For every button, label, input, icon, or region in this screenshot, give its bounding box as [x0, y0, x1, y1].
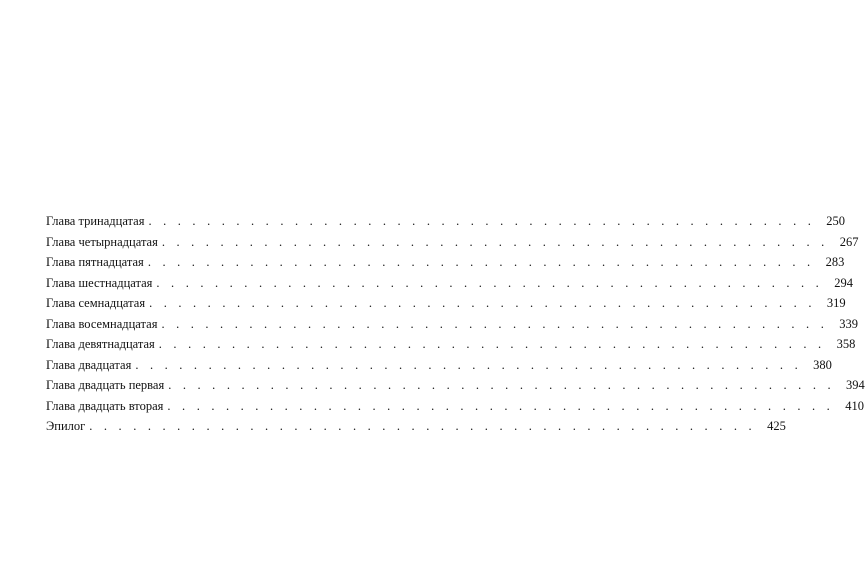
toc-entry-title: Глава девятнадцатая	[46, 337, 155, 351]
toc-entry-page-number: 250	[826, 214, 846, 228]
toc-entry-title: Глава пятнадцатая	[46, 255, 144, 269]
toc-leader-dots: . . . . . . . . . . . . . . . . . . . . . . . . . . . . . . . . . . . . . . . . . . . . . .	[135, 357, 802, 372]
toc-leader-dots: . . . . . . . . . . . . . . . . . . . . . . . . . . . . . . . . . . . . . . . . . . . . . .	[158, 337, 826, 351]
toc-entry-chapter-15	[46, 252, 845, 273]
toc-entry-title: Эпилог	[46, 419, 86, 433]
toc-entry-chapter-22	[46, 396, 864, 417]
toc-entry-chapter-13	[46, 211, 846, 232]
toc-entry-title: Глава двадцатая	[46, 357, 132, 372]
toc-entry-title: Глава двадцать вторая	[46, 398, 164, 413]
toc-entry-page-number: 410	[845, 398, 864, 413]
table-of-contents	[46, 211, 865, 437]
toc-entry-page-number: 339	[839, 316, 859, 331]
toc-entry-chapter-14	[46, 232, 859, 253]
toc-leader-dots: . . . . . . . . . . . . . . . . . . . . . . . . . . . . . . . . . . . . . . . . . . . . . .	[168, 378, 835, 392]
toc-leader-dots: . . . . . . . . . . . . . . . . . . . . . . . . . . . . . . . . . . . . . . . . . . . . . .	[89, 419, 756, 433]
toc-entry-chapter-17	[46, 293, 846, 314]
toc-entry-title: Глава шестнадцатая	[46, 275, 153, 290]
toc-entry-page-number: 319	[826, 296, 846, 310]
toc-entry-chapter-19	[46, 334, 856, 355]
toc-entry-title: Глава семнадцатая	[46, 296, 146, 310]
toc-entry-page-number: 358	[836, 337, 856, 351]
toc-entry-page-number: 380	[813, 357, 832, 372]
toc-leader-dots: . . . . . . . . . . . . . . . . . . . . . . . . . . . . . . . . . . . . . . . . . . . . . .	[148, 214, 816, 228]
toc-leader-dots: . . . . . . . . . . . . . . . . . . . . . . . . . . . . . . . . . . . . . . . . . . . . . .	[147, 255, 815, 269]
toc-leader-dots: . . . . . . . . . . . . . . . . . . . . . . . . . . . . . . . . . . . . . . . . . . . . . .	[161, 316, 829, 331]
toc-entry-title: Глава четырнадцатая	[46, 234, 158, 249]
toc-leader-dots: . . . . . . . . . . . . . . . . . . . . . . . . . . . . . . . . . . . . . . . . . . . . . .	[167, 398, 834, 413]
toc-leader-dots: . . . . . . . . . . . . . . . . . . . . . . . . . . . . . . . . . . . . . . . . . . . . . .	[156, 275, 823, 290]
toc-entry-chapter-21	[46, 375, 865, 396]
toc-entry-chapter-20	[46, 355, 832, 376]
toc-entry-page-number: 294	[834, 275, 853, 290]
toc-entry-page-number: 394	[846, 378, 865, 392]
toc-entry-chapter-18	[46, 314, 859, 335]
toc-leader-dots: . . . . . . . . . . . . . . . . . . . . . . . . . . . . . . . . . . . . . . . . . . . . . .	[149, 296, 816, 310]
toc-entry-page-number: 283	[825, 255, 845, 269]
toc-leader-dots: . . . . . . . . . . . . . . . . . . . . . . . . . . . . . . . . . . . . . . . . . . . . . .	[161, 234, 829, 249]
toc-entry-page-number: 425	[767, 419, 786, 433]
toc-entry-title: Глава восемнадцатая	[46, 316, 158, 331]
toc-entry-title: Глава двадцать первая	[46, 378, 165, 392]
toc-entry-chapter-16	[46, 273, 853, 294]
toc-entry-page-number: 267	[839, 234, 859, 249]
toc-entry-title: Глава тринадцатая	[46, 214, 145, 228]
toc-entry-epilogue	[46, 416, 786, 437]
